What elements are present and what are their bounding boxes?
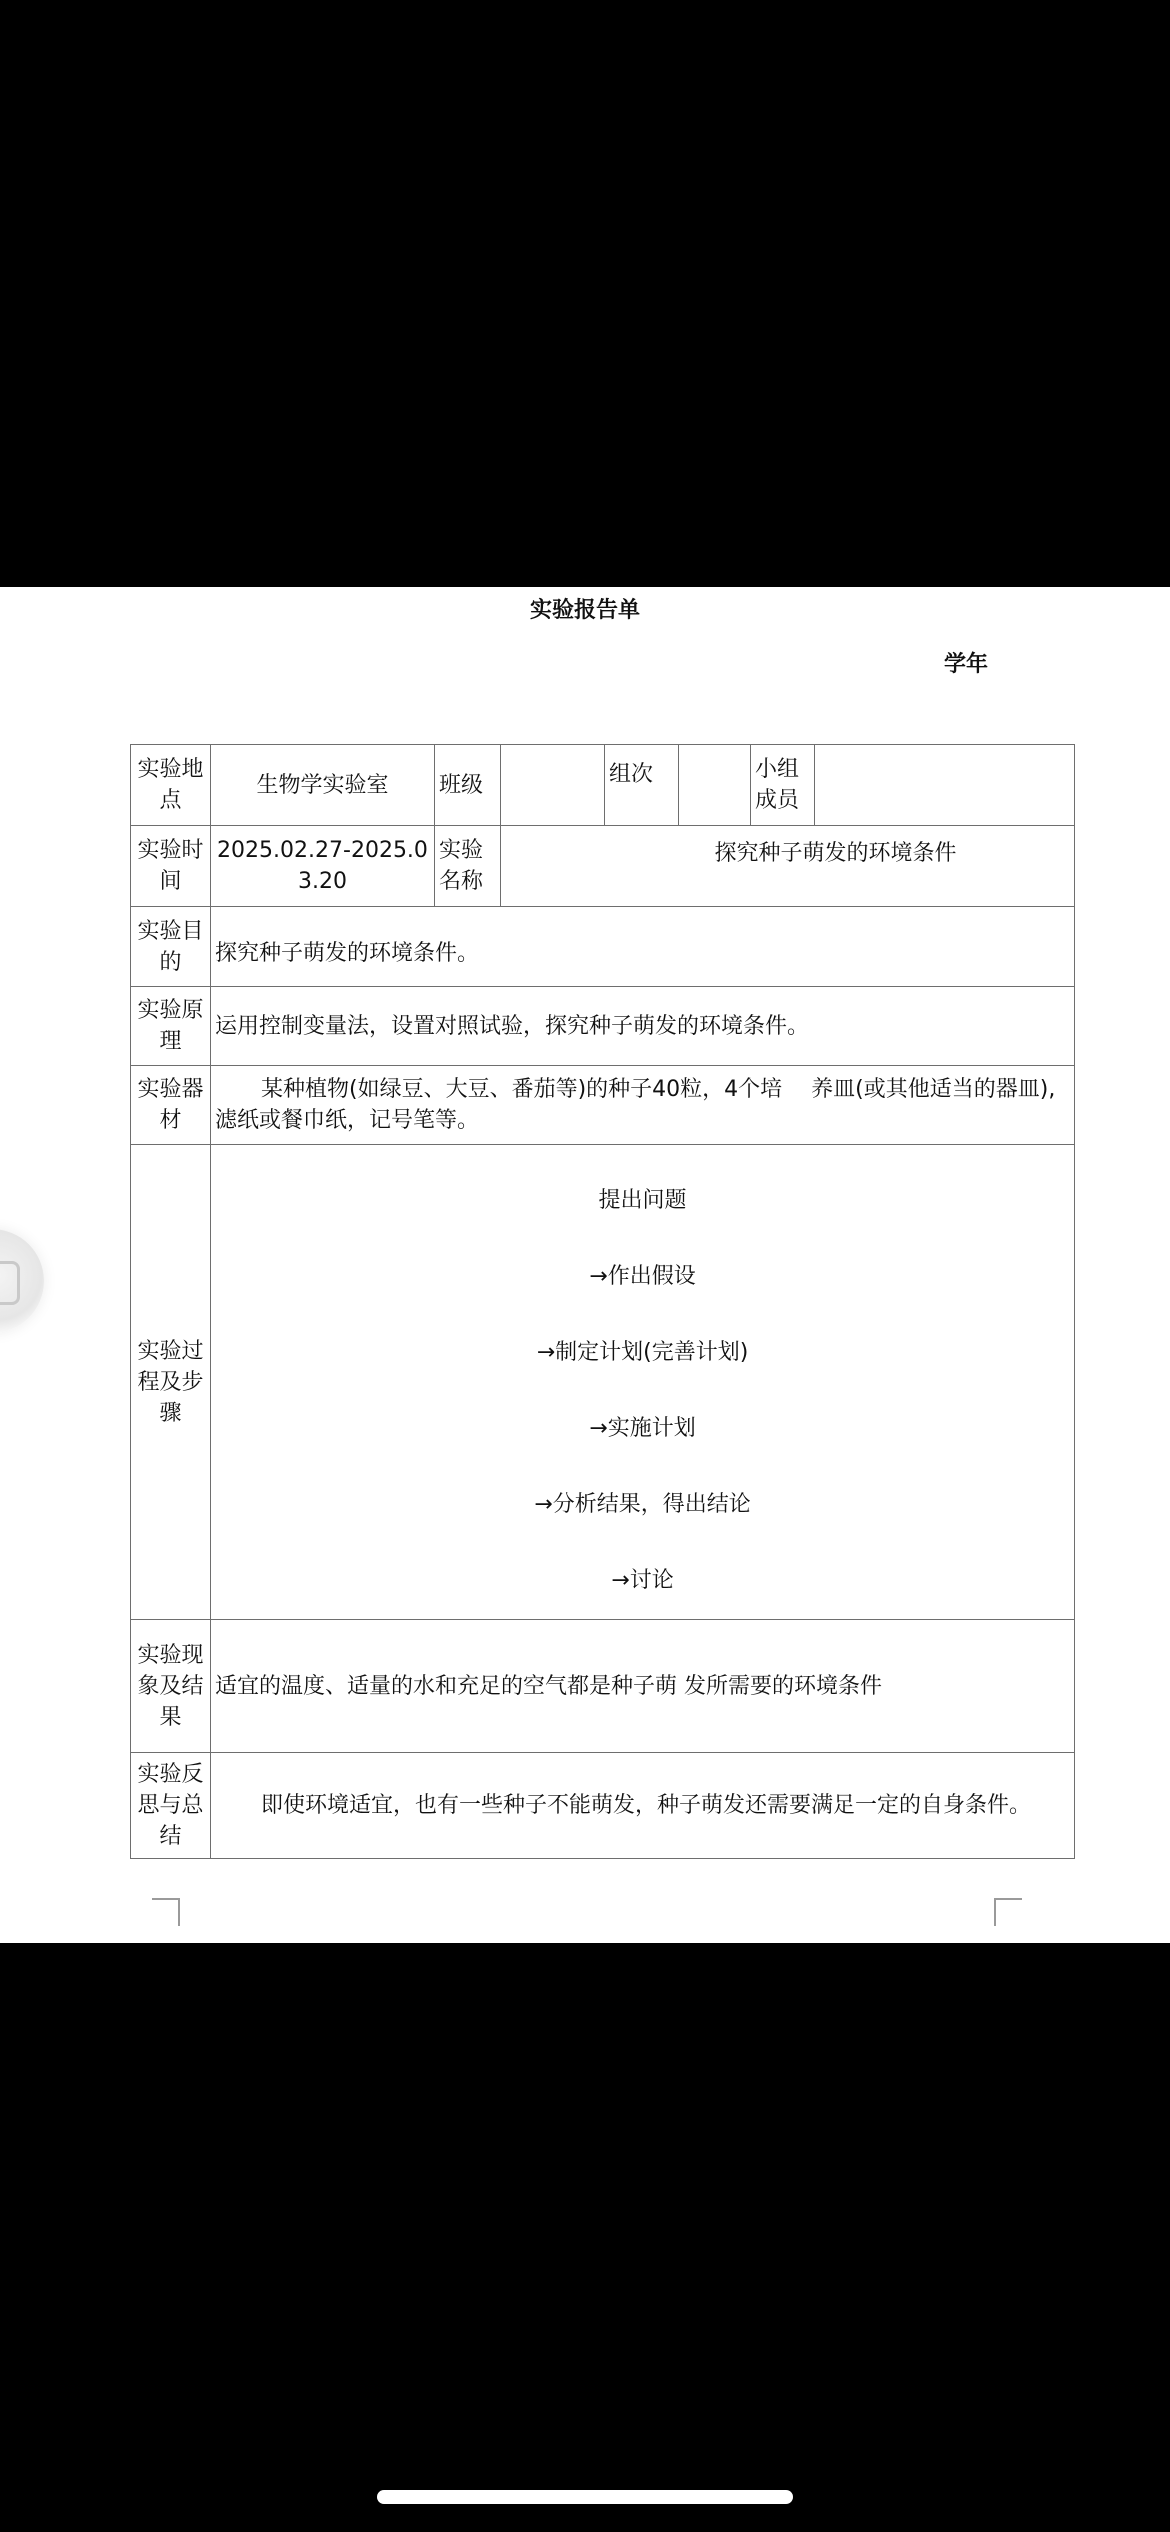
group-value <box>679 745 751 826</box>
table-row <box>131 1145 1075 1620</box>
academic-year-label: 学年 <box>944 652 989 677</box>
process-steps <box>211 1145 1075 1620</box>
stamp-seal-icon <box>0 1229 44 1333</box>
experiment-name-value: 探究种子萌发的环境条件 <box>501 826 1075 907</box>
home-indicator[interactable] <box>377 2490 793 2504</box>
step-item: 提出问题 <box>598 1188 687 1213</box>
result-label: 实验现象及结果 <box>131 1620 211 1753</box>
members-value <box>815 745 1075 826</box>
result-value: 适宜的温度、适量的水和充足的空气都是种子萌 发所需要的环境条件 <box>211 1620 1075 1753</box>
step-item: →制定计划(完善计划) <box>536 1340 749 1365</box>
document-title: 实验报告单 <box>529 598 640 623</box>
step-item: →作出假设 <box>589 1264 696 1289</box>
materials-label: 实验器材 <box>131 1066 211 1145</box>
table-row <box>131 987 1075 1066</box>
purpose-label: 实验目的 <box>131 907 211 987</box>
principle-label: 实验原理 <box>131 987 211 1066</box>
table-row <box>131 1066 1075 1145</box>
location-label: 实验地点 <box>131 745 211 826</box>
reflection-value: 即使环境适宜，也有一些种子不能萌发，种子萌发还需要满足一定的自身条件。 <box>211 1753 1075 1859</box>
crop-corner-icon <box>994 1898 1022 1926</box>
crop-corner-icon <box>152 1898 180 1926</box>
process-label: 实验过程及步骤 <box>131 1145 211 1620</box>
principle-value: 运用控制变量法，设置对照试验，探究种子萌发的环境条件。 <box>211 987 1075 1066</box>
document-page <box>0 587 1170 1943</box>
group-label: 组次 <box>605 745 679 826</box>
step-item: →实施计划 <box>589 1416 696 1441</box>
name-label: 实验名称 <box>435 826 501 907</box>
table-row <box>131 1620 1075 1753</box>
time-value: 2025.02.27-2025.03.20 <box>211 826 435 907</box>
step-item: →讨论 <box>611 1568 674 1593</box>
table-row <box>131 1753 1075 1859</box>
table-row <box>131 907 1075 987</box>
experiment-report-table <box>130 744 1075 1859</box>
members-label: 小组成员 <box>751 745 815 826</box>
table-row <box>131 745 1075 826</box>
class-label: 班级 <box>435 745 501 826</box>
class-value <box>501 745 605 826</box>
location-value: 生物学实验室 <box>211 745 435 826</box>
step-item: →分析结果，得出结论 <box>534 1492 751 1517</box>
table-row <box>131 826 1075 907</box>
materials-value: 某种植物(如绿豆、大豆、番茄等)的种子40粒，4个培 养皿(或其他适当的器皿),滤纸或餐巾纸，记号笔等。 <box>211 1066 1075 1145</box>
purpose-value: 探究种子萌发的环境条件。 <box>211 907 1075 987</box>
time-label: 实验时间 <box>131 826 211 907</box>
reflection-label: 实验反思与总结 <box>131 1753 211 1859</box>
